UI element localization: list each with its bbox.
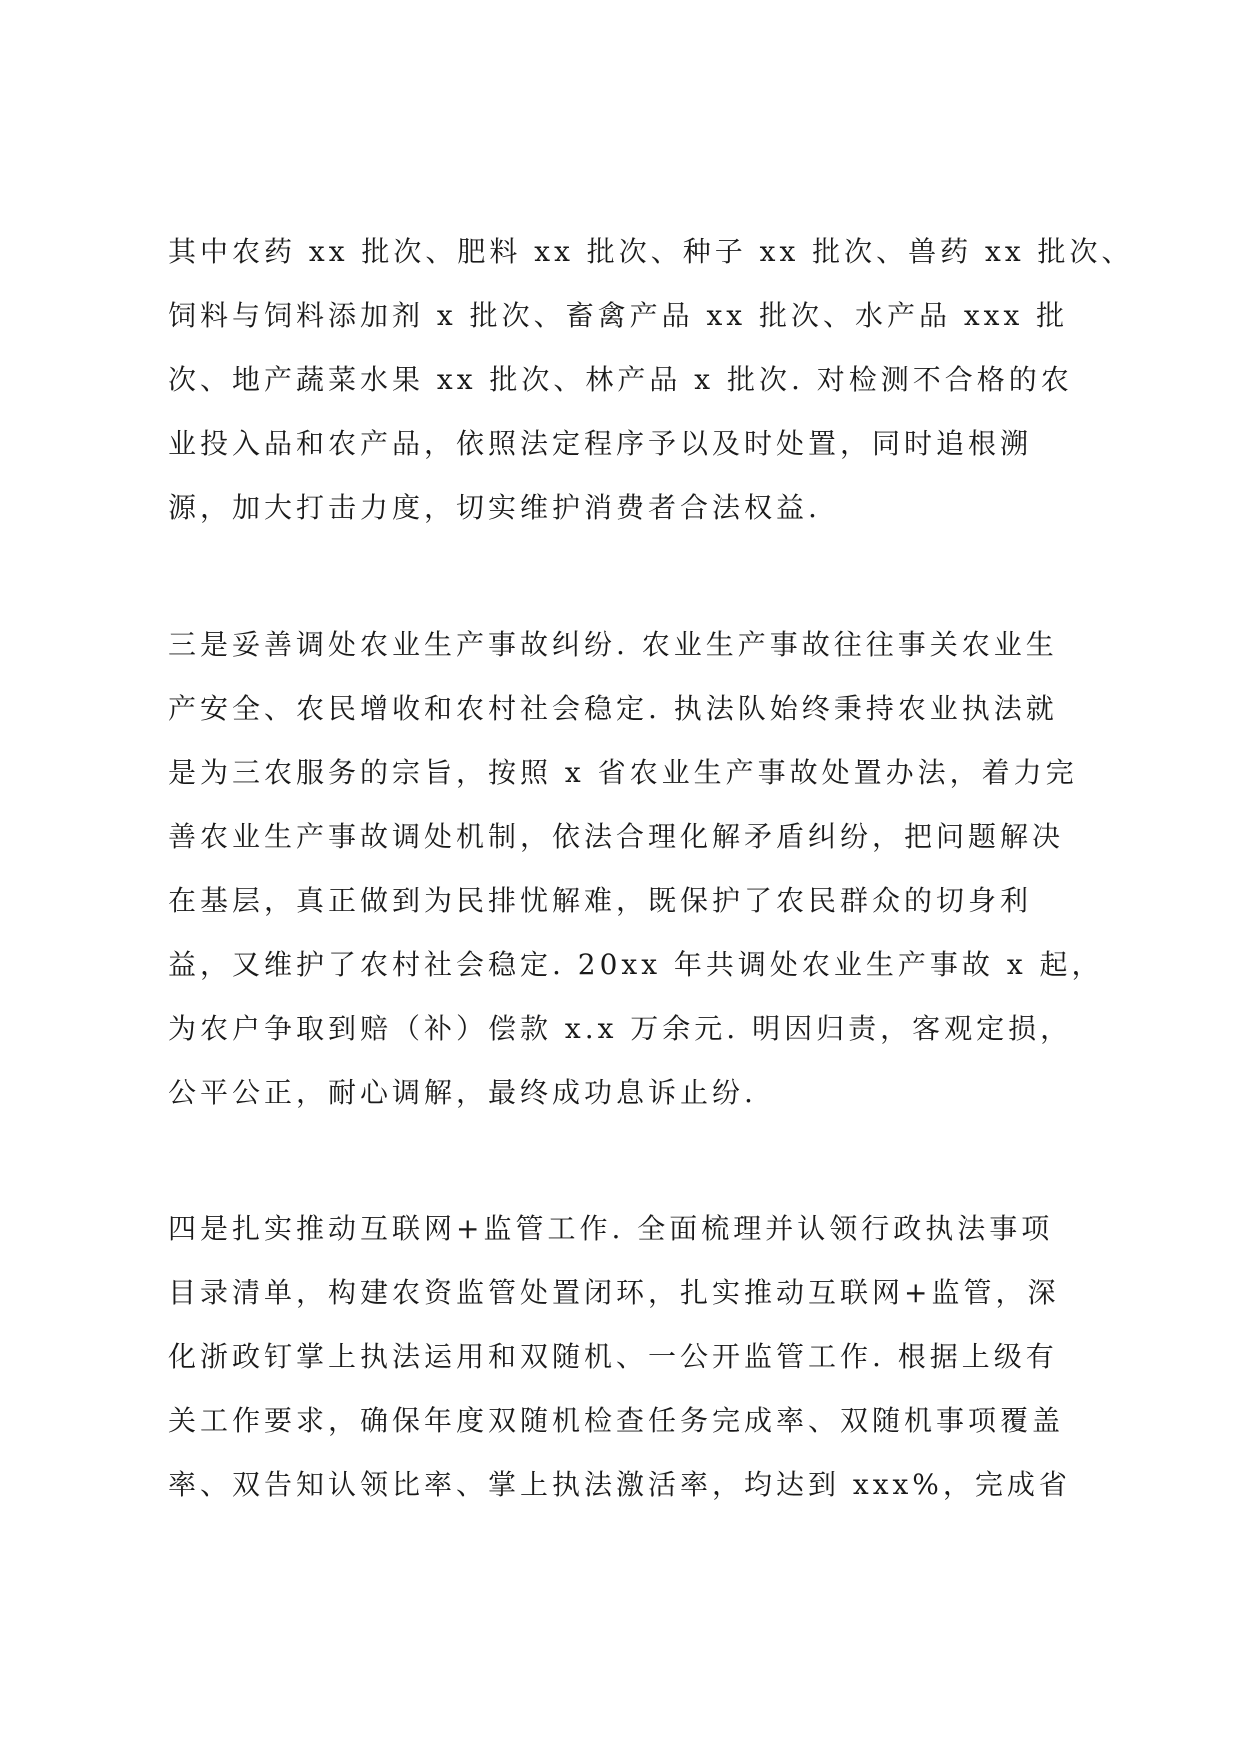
text-line: 率、双告知认领比率、掌上执法激活率，均达到 xxx%，完成省 (168, 1468, 1071, 1501)
text-line: 产安全、农民增收和农村社会稳定. 执法队始终秉持农业执法就 (168, 692, 1058, 725)
text-line: 善农业生产事故调处机制，依法合理化解矛盾纠纷，把问题解决 (168, 820, 1065, 853)
text-line: 目录清单，构建农资监管处置闭环，扎实推动互联网+监管，深 (168, 1276, 1060, 1309)
text-line: 化浙政钉掌上执法运用和双随机、一公开监管工作. 根据上级有 (168, 1340, 1058, 1373)
text-line: 为农户争取到赔（补）偿款 x.x 万余元. 明因归责，客观定损， (168, 1012, 1073, 1045)
text-line: 其中农药 xx 批次、肥料 xx 批次、种子 xx 批次、兽药 xx 批次、 (168, 235, 1134, 268)
text-line: 益，又维护了农村社会稳定. 20xx 年共调处农业生产事故 x 起， (168, 948, 1104, 981)
text-line: 源，加大打击力度，切实维护消费者合法权益. (168, 491, 821, 524)
text-line: 三是妥善调处农业生产事故纠纷. 农业生产事故往往事关农业生 (168, 628, 1058, 661)
text-line: 在基层，真正做到为民排忧解难，既保护了农民群众的切身利 (168, 884, 1033, 917)
text-line: 是为三农服务的宗旨，按照 x 省农业生产事故处置办法，着力完 (168, 756, 1078, 789)
text-line: 次、地产蔬菜水果 xx 批次、林产品 x 批次. 对检测不合格的农 (168, 363, 1073, 396)
text-line: 公平公正，耐心调解，最终成功息诉止纷. (168, 1076, 757, 1109)
text-line: 四是扎实推动互联网+监管工作. 全面梳理并认领行政执法事项 (168, 1212, 1054, 1245)
text-line: 业投入品和农产品，依照法定程序予以及时处置，同时追根溯 (168, 427, 1033, 460)
text-line: 饲料与饲料添加剂 x 批次、畜禽产品 xx 批次、水产品 xxx 批 (168, 299, 1069, 332)
paragraph-inspection-batches (168, 220, 1134, 540)
text-line: 关工作要求，确保年度双随机检查任务完成率、双随机事项覆盖 (168, 1404, 1065, 1437)
paragraph-internet-supervision (168, 1197, 1071, 1517)
paragraph-accident-disputes (168, 613, 1104, 1125)
